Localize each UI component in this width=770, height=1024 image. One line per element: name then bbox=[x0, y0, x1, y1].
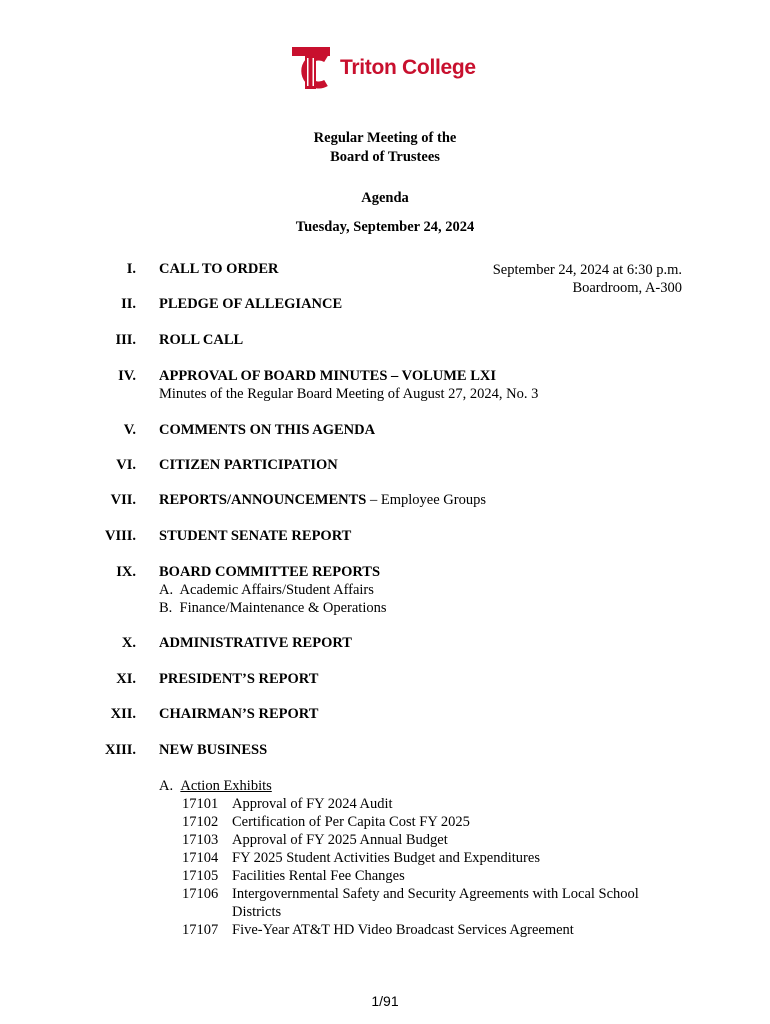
exhibit-code: 17103 bbox=[182, 832, 219, 848]
exhibit-title: Approval of FY 2024 Audit bbox=[232, 796, 393, 812]
item-number: IV. bbox=[118, 368, 136, 384]
item-number: V. bbox=[123, 422, 136, 438]
exhibit-title: Approval of FY 2025 Annual Budget bbox=[232, 832, 448, 848]
item-number: XIII. bbox=[104, 742, 136, 758]
section-title: Action Exhibits bbox=[180, 778, 272, 794]
meeting-title-line1: Regular Meeting of the bbox=[313, 130, 457, 146]
action-exhibits-heading bbox=[159, 778, 272, 795]
exhibit-code: 17104 bbox=[182, 850, 219, 866]
item-subtext: Minutes of the Regular Board Meeting of August 27, 2024, No. 3 bbox=[159, 386, 539, 402]
exhibit-title-continued: Districts bbox=[232, 904, 282, 920]
item-number: III. bbox=[115, 332, 136, 348]
exhibit-code: 17102 bbox=[182, 814, 219, 830]
item-number: VIII. bbox=[104, 528, 136, 544]
item-title: APPROVAL OF BOARD MINUTES – VOLUME LXI bbox=[159, 368, 497, 384]
item-title-suffix: – Employee Groups bbox=[366, 492, 486, 508]
meeting-title-line2: Board of Trustees bbox=[330, 149, 440, 165]
item-title: ADMINISTRATIVE REPORT bbox=[159, 635, 352, 651]
item-title: COMMENTS ON THIS AGENDA bbox=[159, 422, 376, 438]
item-title: ROLL CALL bbox=[159, 332, 244, 348]
exhibit-title: Five-Year AT&T HD Video Broadcast Services Agreement bbox=[232, 922, 574, 938]
item-number: II. bbox=[121, 296, 136, 312]
item-title: BOARD COMMITTEE REPORTS bbox=[159, 564, 381, 580]
agenda-heading: Agenda bbox=[361, 190, 409, 206]
item-title: CHAIRMAN’S REPORT bbox=[159, 706, 319, 722]
item-number: I. bbox=[126, 261, 136, 277]
item-title: CALL TO ORDER bbox=[159, 261, 279, 277]
item-title-text: REPORTS/ANNOUNCEMENTS bbox=[159, 492, 367, 508]
item-subitem: A. Academic Affairs/Student Affairs bbox=[159, 582, 374, 598]
exhibit-title: FY 2025 Student Activities Budget and Expenditures bbox=[232, 850, 540, 866]
meeting-date: Tuesday, September 24, 2024 bbox=[295, 219, 475, 235]
meeting-datetime: September 24, 2024 at 6:30 p.m. bbox=[492, 262, 682, 278]
section-letter: A. bbox=[159, 778, 174, 794]
item-title: CITIZEN PARTICIPATION bbox=[159, 457, 338, 473]
meeting-location: Boardroom, A-300 bbox=[572, 280, 682, 296]
logo-wordmark: Triton College bbox=[340, 56, 476, 79]
exhibit-code: 17101 bbox=[182, 796, 219, 812]
item-title: PRESIDENT’S REPORT bbox=[159, 671, 319, 687]
item-title: PLEDGE OF ALLEGIANCE bbox=[159, 296, 343, 312]
item-title: NEW BUSINESS bbox=[159, 742, 268, 758]
exhibit-code: 17105 bbox=[182, 868, 219, 884]
item-number: VI. bbox=[116, 457, 136, 473]
item-number: XI. bbox=[116, 671, 136, 687]
exhibit-title: Intergovernmental Safety and Security Agreements with Local School bbox=[232, 886, 639, 902]
item-title: STUDENT SENATE REPORT bbox=[159, 528, 352, 544]
meeting-info bbox=[493, 261, 682, 297]
item-title bbox=[159, 492, 486, 509]
item-number: X. bbox=[121, 635, 136, 651]
item-number: IX. bbox=[116, 564, 136, 580]
exhibit-title: Certification of Per Capita Cost FY 2025 bbox=[232, 814, 470, 830]
exhibit-code: 17106 bbox=[182, 886, 219, 902]
item-number: XII. bbox=[110, 706, 136, 722]
page-number: 1/91 bbox=[371, 993, 399, 1009]
item-subitem: B. Finance/Maintenance & Operations bbox=[159, 600, 387, 616]
item-number: VII. bbox=[110, 492, 136, 508]
exhibit-code: 17107 bbox=[182, 922, 219, 938]
exhibit-title: Facilities Rental Fee Changes bbox=[232, 868, 405, 884]
